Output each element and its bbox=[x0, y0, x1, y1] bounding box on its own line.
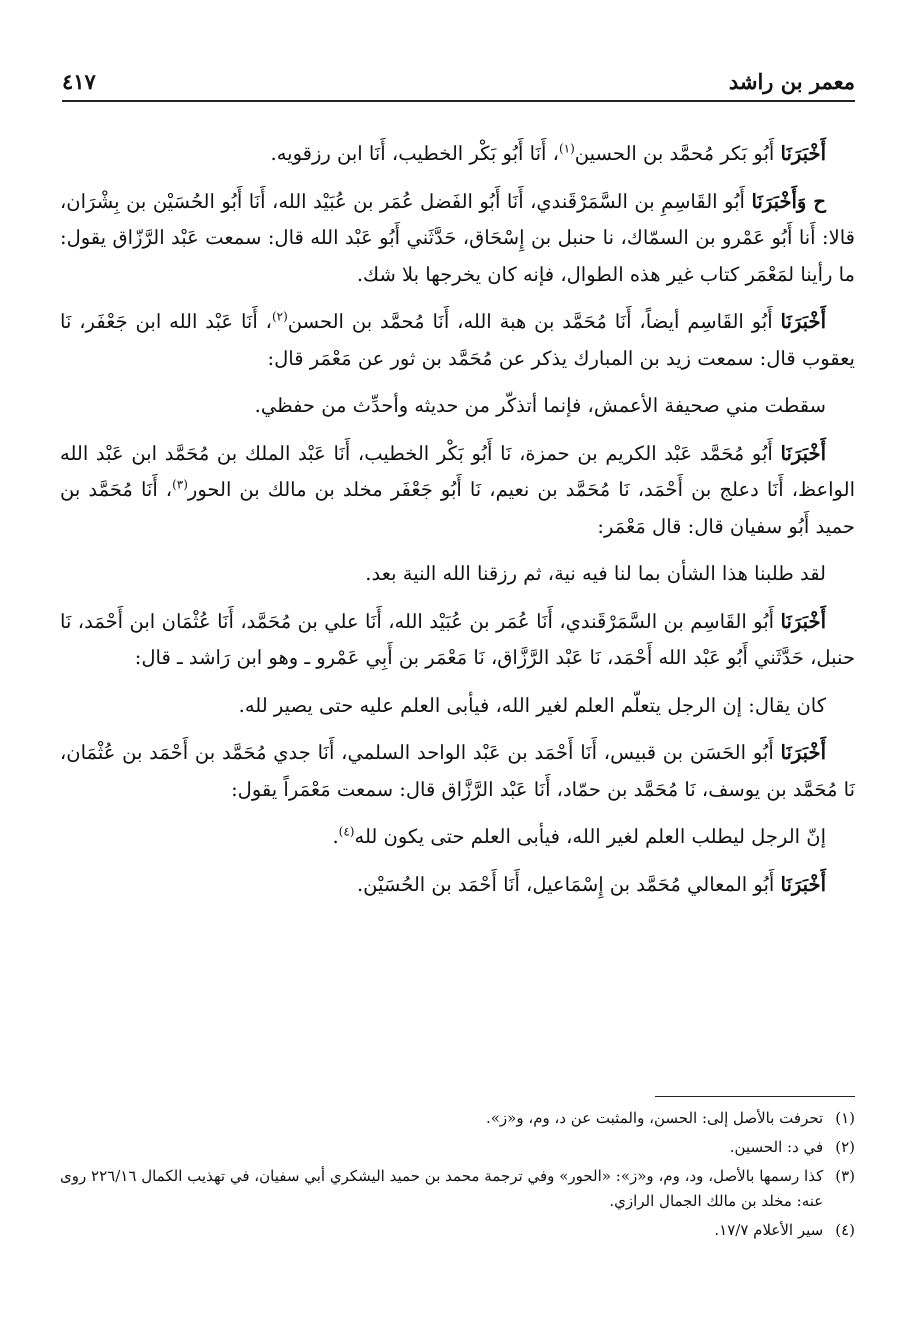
footnote bbox=[60, 1135, 855, 1160]
footnote bbox=[60, 1164, 855, 1214]
footnote-separator bbox=[655, 1096, 855, 1097]
akhbarana-keyword: ح وَأَخْبَرَنَا bbox=[751, 189, 827, 213]
paragraph-text: أَبُو مُحَمَّد عَبْد الكريم بن حمزة، نَا أَبُو بَكْر الخطيب، أَنَا عَبْد الملك بن مُحَمَّد ابن عَبْد الله الواعظ، أَنَا دعلج بن أَحْمَد، نَا مُحَمَّد بن نعيم، نَا أَبُو جَعْفَر مخلد بن مالك بن الحور bbox=[60, 441, 855, 501]
paragraph-text: سقطت مني صحيفة الأعمش، فإنما أتذكّر من حديثه وأحدِّث من حفظي. bbox=[254, 394, 826, 417]
footnote-text: كذا رسمها بالأصل، ود، وم، و«ز»: «الحور» وفي ترجمة محمد بن حميد اليشكري أبي سفيان، في تهذيب الكمال ٢٢٦/١٦ روى عنه: مخلد بن مالك الجمال الرازي. bbox=[60, 1167, 824, 1210]
footnote-number: (٢) bbox=[835, 1138, 855, 1156]
footnote-text: في د: الحسين. bbox=[729, 1138, 824, 1156]
quotation-paragraph bbox=[60, 388, 855, 425]
quotation-paragraph bbox=[60, 556, 855, 593]
footnote-marker: (٣) bbox=[172, 477, 188, 492]
narration-paragraph bbox=[60, 604, 855, 677]
quotation-paragraph bbox=[60, 688, 855, 725]
paragraph-text-continued: ، أَنَا مُحَمَّد بن حميد أَبُو سفيان قال: قال مَعْمَر: bbox=[60, 478, 855, 538]
narration-paragraph bbox=[60, 867, 855, 904]
narration-paragraph bbox=[60, 304, 855, 377]
paragraph-text: لقد طلبنا هذا الشأن بما لنا فيه نية، ثم رزقنا الله النية بعد. bbox=[365, 562, 826, 585]
paragraph-text-continued: . bbox=[332, 825, 339, 848]
footnote-number: (٣) bbox=[835, 1167, 855, 1185]
akhbarana-keyword: أَخْبَرَنَا bbox=[780, 872, 826, 896]
akhbarana-keyword: أَخْبَرَنَا bbox=[780, 609, 826, 633]
footnote-text: سير الأعلام ١٧/٧. bbox=[714, 1221, 824, 1239]
main-text bbox=[60, 136, 855, 914]
footnotes bbox=[60, 1106, 855, 1247]
narration-paragraph bbox=[60, 136, 855, 173]
footnote-number: (٤) bbox=[835, 1221, 855, 1239]
footnote-text: تحرفت بالأصل إلى: الحسن، والمثبت عن د، وم، و«ز». bbox=[485, 1109, 824, 1127]
paragraph-text: أَبُو القَاسِم بن السَّمَرْقَندي، أَنَا عُمَر بن عُبَيْد الله، أَنَا علي بن مُحَمَّد، أَنَا عُثْمَان ابن أَحْمَد، نَا حنبل، حَدَّثَني أَبُو عَبْد الله أَحْمَد، نَا عَبْد الرَّزَّاق، نَا مَعْمَر بن أَبِي عَمْرو ـ وهو ابن رَاشد ـ قال: bbox=[60, 609, 855, 669]
akhbarana-keyword: أَخْبَرَنَا bbox=[780, 142, 826, 165]
running-header bbox=[62, 60, 855, 102]
footnote-marker: (٢) bbox=[271, 309, 288, 324]
paragraph-text-continued: ، أَنَا عَبْد الله ابن جَعْفَر، نَا يعقوب قال: سمعت زيد بن المبارك يذكر عن مُحَمَّد بن ثور عن مَعْمَر قال: bbox=[60, 310, 855, 370]
page-number: ٤١٧ bbox=[62, 69, 96, 94]
footnote bbox=[60, 1218, 855, 1243]
narration-paragraph bbox=[60, 436, 855, 546]
paragraph-text: أَبُو القَاسِم أيضاً، أَنَا مُحَمَّد بن هبة الله، أَنَا مُحمَّد بن الحسن bbox=[287, 310, 781, 333]
footnote-marker: (٤) bbox=[338, 824, 355, 839]
paragraph-text: أَبُو المعالي مُحَمَّد بن إِسْمَاعيل، أَنَا أَحْمَد بن الحُسَيْن. bbox=[356, 872, 781, 896]
paragraph-text: أَبُو بَكر مُحمَّد بن الحسين bbox=[574, 142, 781, 165]
paragraph-text: أَبُو القَاسِمِ بن السَّمَرْقَندي، أَنَا أَبُو الفَضل عُمَر بن عُبَيْد الله، أَنَا أَبُو الحُسَيْن بن بِشْرَان، قالا: أَنا أَبُو عَمْرو بن السمّاك، نا حنبل بن إِسْحَاق، حَدَّثَني أَبُو عَبْد الله قال: سمعت عَبْد الرَّزّاق يقول: ما رأينا لمَعْمَر كتاب غير هذه الطوال، فإنه كان يخرجها بلا شك. bbox=[60, 189, 855, 286]
akhbarana-keyword: أَخْبَرَنَا bbox=[780, 310, 826, 333]
quotation-paragraph bbox=[60, 819, 855, 856]
footnote bbox=[60, 1106, 855, 1131]
narration-paragraph bbox=[60, 735, 855, 808]
paragraph-text-continued: ، أَنَا أَبُو بَكْر الخطيب، أَنَا ابن رزقويه. bbox=[270, 142, 559, 165]
footnote-number: (١) bbox=[835, 1109, 855, 1127]
footnote-marker: (١) bbox=[558, 141, 575, 156]
akhbarana-keyword: أَخْبَرَنَا bbox=[780, 441, 826, 465]
akhbarana-keyword: أَخْبَرَنَا bbox=[780, 741, 826, 764]
narration-paragraph bbox=[60, 184, 855, 294]
paragraph-text: إنّ الرجل ليطلب العلم لغير الله، فيأبى العلم حتى يكون لله bbox=[354, 825, 826, 848]
paragraph-text: أَبُو الحَسَن بن قبيس، أَنَا أَحْمَد بن عَبْد الواحد السلمي، أَنَا جدي مُحَمَّد بن أَحْمَد بن عُثْمَان، نَا مُحَمَّد بن يوسف، نَا مُحَمَّد بن حمّاد، أَنَا عَبْد الرَّزَّاق قال: سمعت مَعْمَراً يقول: bbox=[60, 741, 855, 801]
running-title: معمر بن راشد bbox=[728, 69, 855, 94]
paragraph-text: كان يقال: إن الرجل يتعلّم العلم لغير الله، فيأبى العلم عليه حتى يصير لله. bbox=[238, 693, 826, 717]
